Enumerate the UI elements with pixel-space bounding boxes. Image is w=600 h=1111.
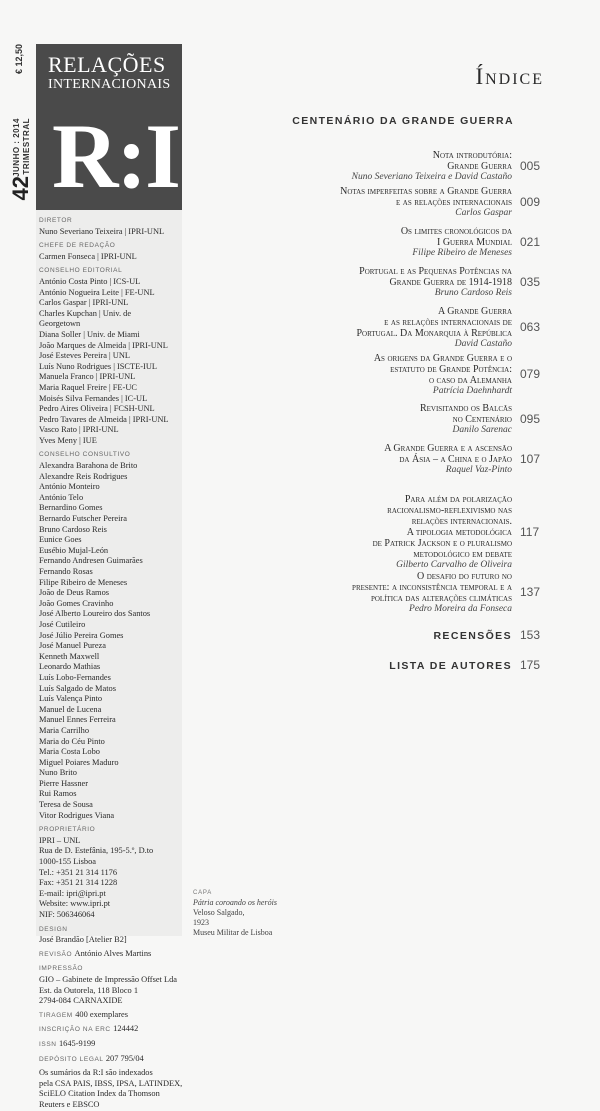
credits-line: Os sumários da R:I são indexados: [39, 1068, 153, 1078]
credits-line: Tel.: +351 21 314 1176: [39, 867, 118, 877]
credits-line: Bernardo Futscher Pereira: [39, 514, 127, 524]
credits-inline-tiragem: TIRAGEM 400 exemplares: [39, 1009, 129, 1019]
credits-line: Rua de D. Estefânia, 195-5.º, D.to: [39, 846, 154, 856]
toc-entry-title: A tipologia metodológica: [406, 527, 512, 538]
credits-line: Maria Costa Lobo: [39, 747, 100, 757]
credits-line: IPRI – UNL: [39, 835, 81, 845]
credits-list-consultivo: [39, 461, 182, 821]
cover-caption: [193, 888, 313, 938]
credits-line: Nuno Severiano Teixeira | IPRI-UNL: [39, 226, 165, 236]
toc-entry-page: 117: [520, 525, 540, 539]
credits-list-editorial: [39, 277, 182, 447]
toc-entry-page: 137: [520, 585, 541, 599]
toc-entry-author: Danilo Sarenac: [452, 425, 512, 435]
toc-entry-author: Raquel Vaz-Pinto: [445, 465, 512, 475]
toc-entry[interactable]: [292, 150, 512, 183]
toc-entry-title: A Grande Guerra e a ascensão: [384, 443, 512, 454]
toc-entry-author: Filipe Ribeiro de Meneses: [412, 248, 512, 258]
caption-title: Pátria coroando os heróis: [193, 898, 277, 907]
toc-title: Índice: [475, 64, 544, 89]
recensoes-label: RECENSÕES: [433, 630, 512, 642]
credits-line: Eusébio Mujal-León: [39, 545, 109, 555]
toc-entry-title: política das alterações climáticas: [370, 593, 512, 604]
journal-title-line1: RELAÇÕES: [48, 52, 166, 77]
credits-heading: DIRETOR: [39, 217, 73, 224]
toc-entry-title: de Patrick Jackson e o pluralismo: [372, 538, 512, 549]
toc-entry-title: Nota introdutória:: [432, 150, 512, 161]
toc-entry-page: 009: [520, 195, 541, 209]
credits-line: Yves Meny | IUE: [39, 435, 97, 445]
credits-line: Leonardo Mathias: [39, 662, 101, 672]
masthead: [36, 44, 182, 210]
journal-logo: R:I: [52, 105, 179, 207]
credits-list-chefe: [39, 252, 182, 263]
credits-line: Vitor Rodrigues Viana: [39, 810, 115, 820]
credits-line: Pedro Tavares de Almeida | IPRI-UNL: [39, 414, 169, 424]
credits-line: Moisés Silva Fernandes | IC-UL: [39, 393, 148, 403]
toc-entry-title: Os limites cronológicos da: [400, 226, 512, 237]
journal-title-line2: INTERNACIONAIS: [48, 77, 171, 92]
credits-line: Luís Salgado de Matos: [39, 683, 116, 693]
toc-entry-title: O desafio do futuro no: [416, 571, 512, 582]
toc-entry-title: metodológico em debate: [413, 549, 512, 560]
credits-line: pela CSA PAIS, IBSS, IPSA, LATINDEX,: [39, 1078, 182, 1088]
credits-line: Manuel de Lucena: [39, 704, 102, 714]
toc-entry-author: Carlos Gaspar: [455, 208, 512, 218]
credits-line: Est. da Outorela, 118 Bloco 1: [39, 985, 139, 995]
section-title: CENTENÁRIO DA GRANDE GUERRA: [292, 115, 514, 127]
issue-number: 42: [8, 176, 33, 201]
credits-line: António Costa Pinto | ICS-UL: [39, 276, 141, 286]
credits-heading: DESIGN: [39, 925, 68, 933]
credits-line: Carmen Fonseca | IPRI-UNL: [39, 251, 137, 261]
toc-entry-title: e as relações internacionais de: [384, 317, 512, 328]
credits-line: Pedro Aires Oliveira | FCSH-UNL: [39, 404, 155, 414]
toc-entry-page: 005: [520, 159, 541, 173]
credits-line: 1000-155 Lisboa: [39, 857, 96, 867]
credits-line: GIO – Gabinete de Impressão Offset Lda: [39, 974, 177, 984]
toc-entry-page: 021: [520, 235, 541, 249]
credits-line: Kenneth Maxwell: [39, 651, 100, 661]
credits-line: Eunice Goes: [39, 535, 82, 545]
credits-line: José Júlio Pereira Gomes: [39, 630, 124, 640]
credits-list-design: [39, 935, 182, 946]
credits-inline-erc: INSCRIÇÃO NA ERC 124442: [39, 1024, 139, 1034]
toc-entry[interactable]: [292, 186, 512, 219]
price-label: € 12,50: [14, 44, 24, 75]
toc-entry-title: no Centenário: [452, 414, 512, 425]
credits-heading: IMPRESSÃO: [39, 965, 84, 973]
toc-entry-title: o caso da Alemanha: [428, 375, 512, 386]
credits-line: Alexandre Reis Rodrigues: [39, 471, 128, 481]
credits-line: José Alberto Loureiro dos Santos: [39, 609, 151, 619]
autores-label: LISTA DE AUTORES: [389, 660, 512, 672]
toc-entry[interactable]: [292, 443, 512, 476]
toc-entry-title: Grande Guerra de 1914-1918: [389, 277, 512, 288]
toc-entry-title: Grande Guerra: [447, 161, 512, 172]
credits-line: Luís Lobo-Fernandes: [39, 672, 111, 682]
credits-line: Fernando Rosas: [39, 567, 93, 576]
credits-line: Teresa de Sousa: [39, 800, 93, 810]
credits-line: 2794-084 CARNAXIDE: [39, 996, 123, 1006]
credits-line: Bruno Cardoso Reis: [39, 524, 107, 534]
credits-line: Bernardino Gomes: [39, 503, 103, 513]
credits-heading: CONSELHO CONSULTIVO: [39, 451, 131, 459]
credits-line: Maria Carrilho: [39, 725, 90, 735]
credits-column: [36, 210, 182, 1109]
toc-entry[interactable]: [292, 353, 512, 397]
toc-entry-title: estatuto de Grande Potência:: [390, 364, 512, 375]
toc-entry[interactable]: [292, 494, 512, 571]
credits-line: António Telo: [39, 492, 84, 502]
credits-list-impressao: [39, 975, 182, 1007]
credits-line: Website: www.ipri.pt: [39, 899, 111, 909]
autores-page: 175: [520, 658, 541, 672]
toc-entry-page: 063: [520, 320, 541, 334]
toc-entry-author: David Castaño: [454, 339, 512, 349]
credits-line: Charles Kupchan | Univ. de: [39, 308, 132, 318]
credits-line: Maria do Céu Pinto: [39, 736, 105, 746]
toc-entry-author: Nuno Severiano Teixeira e David Castaño: [351, 172, 512, 182]
toc-entry-title: da Ásia – a China e o Japão: [399, 454, 512, 465]
credits-line: João Marques de Almeida | IPRI-UNL: [39, 340, 168, 350]
credits-line: Miguel Poiares Maduro: [39, 757, 119, 767]
toc-entry-title: racionalismo-reflexivismo nas: [387, 505, 512, 516]
toc-entry-title: As origens da Grande Guerra e o: [373, 353, 512, 364]
credits-line: SciELO Citation Index da Thomson: [39, 1089, 160, 1099]
caption-artist: Veloso Salgado,: [193, 908, 245, 917]
toc-entry-author: Bruno Cardoso Reis: [434, 288, 512, 298]
toc-entry-title: relações internacionais.: [411, 516, 512, 527]
toc-entry-title: Revisitando os Balcãs: [419, 403, 512, 414]
credits-line: João de Deus Ramos: [39, 588, 110, 598]
credits-line: Filipe Ribeiro de Meneses: [39, 577, 128, 587]
credits-line: António Monteiro: [39, 482, 100, 492]
credits-line: Nuno Brito: [39, 768, 77, 778]
credits-list-proprietario: [39, 836, 182, 921]
credits-line: NIF: 506346064: [39, 910, 95, 919]
credits-line: Manuela Franco | IPRI-UNL: [39, 372, 136, 382]
toc-entry[interactable]: [292, 571, 512, 615]
toc-entry-author: Gilberto Carvalho de Oliveira: [396, 560, 512, 570]
toc-entry-title: Portugal. Da Monarquia à República: [356, 328, 512, 339]
credits-inline-issn: ISSN 1645-9199: [39, 1038, 96, 1048]
credits-line: José Brandão [Atelier B2]: [39, 935, 127, 945]
issue-date: JUNHO : 2014: [12, 118, 21, 177]
toc-entry[interactable]: [292, 266, 512, 299]
caption-museum: Museu Militar de Lisboa: [193, 928, 273, 937]
caption-year: 1923: [193, 918, 209, 927]
credits-line: Vasco Rato | IPRI-UNL: [39, 425, 119, 435]
toc-entry-page: 035: [520, 275, 541, 289]
credits-line: Fax: +351 21 314 1228: [39, 878, 118, 888]
toc-entry-page: 095: [520, 412, 541, 426]
credits-line: Luís Nuno Rodrigues | ISCTE-IUL: [39, 361, 157, 371]
credits-line: Reuters e EBSCO: [39, 1099, 100, 1109]
credits-line: Luís Valença Pinto: [39, 694, 103, 704]
credits-list-indexing: [39, 1068, 182, 1110]
toc-entry-title: e as relações internacionais: [396, 197, 512, 208]
credits-inline-deposito: DEPÓSITO LEGAL 207 795/04: [39, 1053, 144, 1063]
credits-line: Maria Raquel Freire | FE-UC: [39, 382, 137, 392]
issue-frequency: TRIMESTRAL: [22, 118, 31, 175]
toc-entry-title: presente: a inconsistência temporal e a: [352, 582, 512, 593]
credits-heading: CONSELHO EDITORIAL: [39, 267, 123, 275]
credits-line: Fernando Andresen Guimarães: [39, 556, 143, 566]
credits-heading: PROPRIETÁRIO: [39, 826, 96, 834]
credits-line: António Nogueira Leite | FE-UNL: [39, 287, 155, 297]
toc-entry-page: 107: [520, 452, 541, 466]
credits-heading: CHEFE DE REDAÇÃO: [39, 242, 116, 250]
toc-entry-title: Notas imperfeitas sobre a Grande Guerra: [340, 186, 512, 197]
toc-entry-title: A Grande Guerra: [438, 306, 512, 317]
credits-line: José Manuel Pureza: [39, 641, 106, 651]
credits-line: José Esteves Pereira | UNL: [39, 351, 130, 361]
credits-line: E-mail: ipri@ipri.pt: [39, 888, 106, 898]
toc-entry[interactable]: [292, 403, 512, 436]
credits-line: Diana Soller | Univ. de Miami: [39, 329, 140, 339]
credits-line: Carlos Gaspar | IPRI-UNL: [39, 298, 129, 308]
recensoes-page: 153: [520, 628, 541, 642]
toc-entry[interactable]: [292, 306, 512, 350]
toc-entry-author: Patrícia Daehnhardt: [432, 386, 512, 396]
credits-line: Georgetown: [39, 319, 81, 329]
toc-entry-author: Pedro Moreira da Fonseca: [409, 604, 512, 614]
credits-line: José Cutileiro: [39, 619, 86, 629]
credits-line: Rui Ramos: [39, 789, 77, 799]
credits-line: Manuel Ennes Ferreira: [39, 715, 116, 725]
toc-entry-page: 079: [520, 367, 541, 381]
credits-line: Alexandra Barahona de Brito: [39, 461, 138, 471]
credits-line: Pierre Hassner: [39, 778, 89, 788]
toc-entry-title: I Guerra Mundial: [437, 237, 512, 248]
caption-label: CAPA: [193, 890, 213, 896]
credits-list-diretor: [39, 227, 182, 238]
toc-entry-title: Portugal e as Pequenas Potências na: [359, 266, 512, 277]
toc-entry-title: Para além da polarização: [404, 494, 512, 505]
toc-entry[interactable]: [292, 226, 512, 259]
credits-inline-revisao: REVISÃO António Alves Martins: [39, 948, 152, 958]
credits-line: João Gomes Cravinho: [39, 598, 114, 608]
